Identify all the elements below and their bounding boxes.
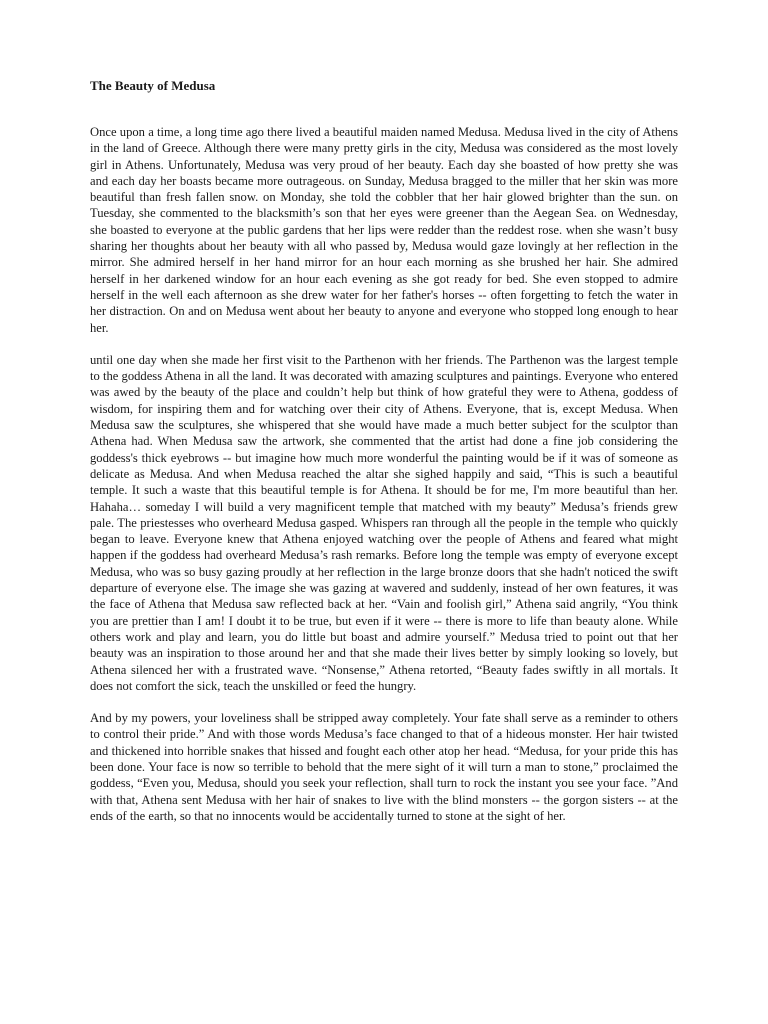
document-title: The Beauty of Medusa <box>90 78 216 93</box>
paragraph-1: Once upon a time, a long time ago there lived a beautiful maiden named Medusa. Medusa lived in the city of Athens in the land of Greece. Although there were many pretty girls in the city, Medusa was considered as the most lovely girl in Athens. Unfortunately, Medusa was very proud of her beauty. Each day she boasted of how pretty she was and each day her boasts became more outrageous. on Sunday, Medusa bragged to the miller that her skin was more beautiful than fresh fallen snow. on Monday, she told the cobbler that her hair glowed brighter than the sun. on Tuesday, she commented to the blacksmith’s son that her eyes were greener than the Aegean Sea. on Wednesday, she boasted to everyone at the public gardens that her lips were redder than the reddest rose. when she wasn’t busy sharing her thoughts about her beauty with all who passed by, Medusa would gaze lovingly at her reflection in the mirror. She admired herself in her hand mirror for an hour each morning as she brushed her hair. She admired herself in her darkened window for an hour each evening as she got ready for bed. She even stopped to admire herself in the well each afternoon as she drew water for her father's horses -- often forgetting to fetch the water in her distraction. On and on Medusa went about her beauty to anyone and everyone who stopped long enough to hear her. <box>90 125 678 335</box>
paragraph-2: until one day when she made her first visit to the Parthenon with her friends. The Parthenon was the largest temple to the goddess Athena in all the land. It was decorated with amazing sculptures and paintings. Everyone who entered was awed by the beauty of the place and couldn’t help but think of how grateful they were to Athena, goddess of wisdom, for inspiring them and for watching over their city of Athens. Everyone, that is, except Medusa. When Medusa saw the sculptures, she whispered that she would have made a much better subject for the sculptor than Athena had. When Medusa saw the artwork, she commented that the artist had done a fine job considering the goddess's thick eyebrows -- but imagine how much more wonderful the painting would be if it was of someone as delicate as Medusa. And when Medusa reached the altar she sighed happily and said, “This is such a beautiful temple. It such a waste that this beautiful temple is for Athena. It should be for me, I'm more beautiful than her. Hahaha… someday I will build a very magnificent temple that matched with my beauty” Medusa’s friends grew pale. The priestesses who overheard Medusa gasped. Whispers ran through all the people in the temple who quickly began to leave. Everyone knew that Athena enjoyed watching over the people of Athens and feared what might happen if the goddess had overheard Medusa’s rash remarks. Before long the temple was empty of everyone except Medusa, who was so busy gazing proudly at her reflection in the large bronze doors that she hadn't noticed the swift departure of everyone else. The image she was gazing at wavered and suddenly, instead of her own features, it was the face of Athena that Medusa saw reflected back at her. “Vain and foolish girl,” Athena said angrily, “You think you are prettier than I am! I doubt it to be true, but even if it were -- there is more to life than beauty alone. While others work and play and learn, you do little but boast and admire yourself.” Medusa tried to point out that her beauty was an inspiration to those around her and that she made their lives better by simply looking so lovely, but Athena silenced her with a frustrated wave. “Nonsense,” Athena retorted, “Beauty fades swiftly in all mortals. It does not comfort the sick, teach the unskilled or feed the hungry. <box>90 352 678 693</box>
paragraph-3: And by my powers, your loveliness shall be stripped away completely. Your fate shall serve as a reminder to others to control their pride.” And with those words Medusa’s face changed to that of a hideous monster. Her hair twisted and thickened into horrible snakes that hissed and fought each other atop her head. “Medusa, for your pride this has been done. Your face is now so terrible to behold that the mere sight of it will turn a man to stone,” proclaimed the goddess, “Even you, Medusa, should you seek your reflection, shall turn to rock the instant you see your face. ”And with that, Athena sent Medusa with her hair of snakes to live with the blind monsters -- the gorgon sisters -- at the ends of the earth, so that no innocents would be accidentally turned to stone at the sight of her. <box>90 711 678 823</box>
document-page <box>90 77 678 840</box>
